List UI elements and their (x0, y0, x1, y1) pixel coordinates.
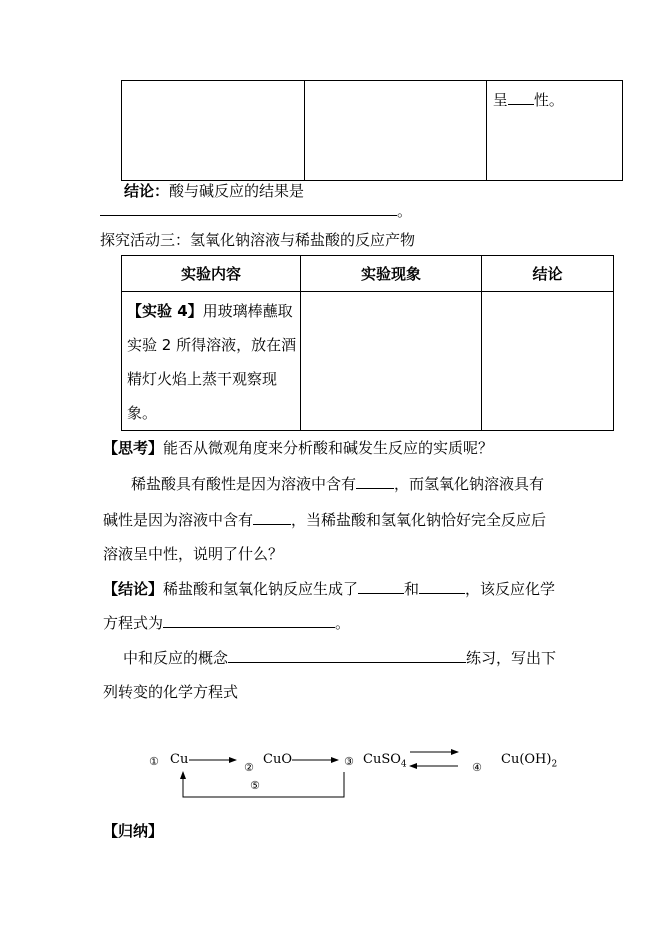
think-label: 【思考】 (103, 439, 164, 457)
blank-acid-ion (356, 474, 394, 489)
neutral-line1: 中和反应的概念 练习，写出下 (123, 649, 557, 667)
conclusion1-label: 结论： (124, 182, 170, 200)
summary-label: 【归纳】 (103, 822, 164, 840)
blank-product-1 (358, 579, 404, 594)
top-table-cell-1 (122, 81, 305, 181)
para1-line1: 稀盐酸具有酸性是因为溶液中含有 ，而氢氧化钠溶液具有 (131, 475, 545, 493)
conclusion1 (124, 180, 304, 201)
label-4: ④ (472, 761, 482, 774)
blank-neutral-concept (228, 648, 466, 663)
experiment4-phenomenon-cell (301, 292, 482, 431)
experiment4-conclusion-cell (482, 292, 614, 431)
species-cuoh2: $Cu(OH)_2$ (501, 752, 558, 770)
conclusion1-blank (100, 201, 397, 216)
para1-line3: 溶液呈中性，说明了什么？ (103, 545, 284, 563)
blank-base-ion (253, 510, 291, 525)
label-1: ① (149, 755, 159, 768)
experiment4-label: 【实验 4】 (127, 302, 203, 320)
header-experiment-content: 实验内容 (122, 256, 301, 292)
conclusion2-label: 【结论】 (103, 580, 164, 598)
experiment4-line-2: 实验 2 所得溶液，放在酒 (127, 336, 297, 354)
top-table-cell-3 (486, 81, 622, 181)
species-cuo: CuO (263, 752, 292, 767)
species-cuso4: CuSO$_4$ (363, 752, 407, 770)
experiment4-line-1: 用玻璃棒蘸取 (202, 302, 293, 320)
experiment-table (121, 255, 614, 431)
conclusion1-end: 。 (397, 202, 413, 220)
think (103, 437, 493, 458)
cell3-blank (508, 90, 534, 105)
blank-product-2 (419, 579, 465, 594)
label-2: ② (244, 761, 254, 774)
arrow-cuso4-to-cu-loop (183, 772, 344, 797)
conclusion2-line1: 【结论】稀盐酸和氢氧化钠反应生成了 和 ，该反应化学 (103, 580, 556, 598)
top-table (121, 80, 623, 181)
header-conclusion: 结论 (482, 256, 614, 292)
experiment4-cell (122, 292, 301, 431)
conclusion2-line2: 方程式为 。 (103, 614, 351, 632)
cell3-text-after: 性。 (533, 91, 564, 109)
top-table-cell-2 (304, 81, 486, 181)
experiment4-line-4: 象。 (127, 404, 158, 422)
conclusion1-answer-line (100, 200, 412, 221)
activity3-title: 探究活动三：氢氧化钠溶液与稀盐酸的反应产物 (100, 231, 416, 249)
label-5: ⑤ (250, 779, 260, 792)
header-experiment-phenomenon: 实验现象 (301, 256, 482, 292)
cell3-text-before: 呈 (492, 91, 508, 109)
para1-line2: 碱性是因为溶液中含有 ，当稀盐酸和氢氧化钠恰好完全反应后 (103, 511, 547, 529)
label-3: ③ (344, 755, 354, 768)
blank-equation (163, 613, 335, 628)
conclusion1-text: 酸与碱反应的结果是 (169, 182, 305, 200)
think-text: 能否从微观角度来分析酸和碱发生反应的实质呢？ (163, 439, 494, 457)
species-cu: Cu (170, 752, 189, 767)
experiment4-line-3: 精灯火焰上蒸干观察现 (127, 370, 278, 388)
neutral-line2: 列转变的化学方程式 (103, 683, 239, 701)
